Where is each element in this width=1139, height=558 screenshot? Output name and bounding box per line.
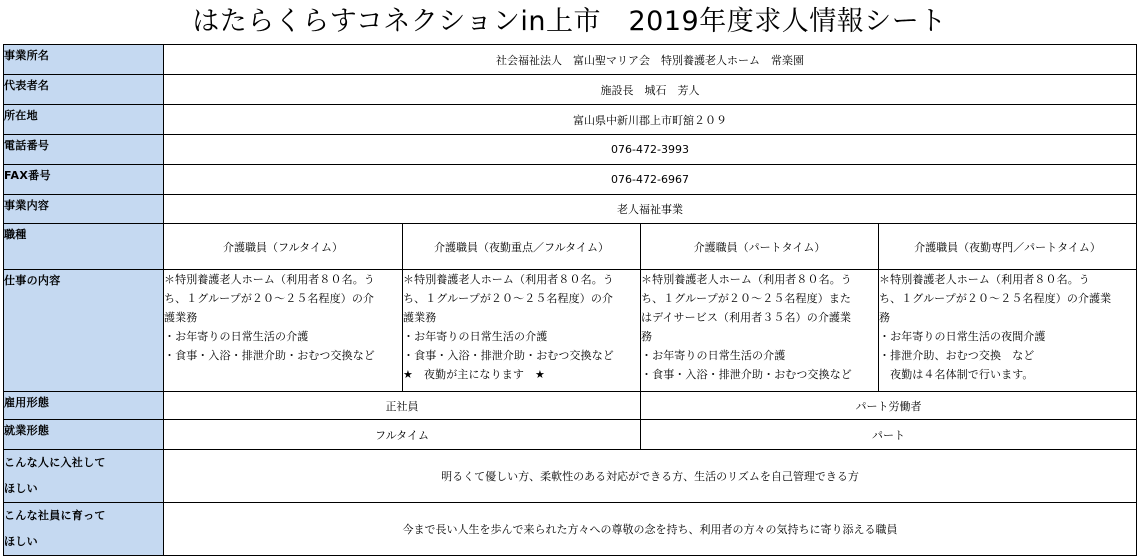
label-employment: 雇用形態 — [4, 392, 164, 420]
work-content-line: ち、１グループが２０～２５名程度）の介 — [164, 292, 375, 305]
label-work-style: 就業形態 — [4, 420, 164, 450]
label-fax: FAX番号 — [4, 165, 164, 195]
label-work-content: 仕事の内容 — [4, 270, 164, 392]
work-content-line: ・お年寄りの日常生活の介護 — [641, 349, 786, 362]
row-grow — [4, 503, 1137, 556]
page-title: はたらくらすコネクションin上市 2019年度求人情報シート — [192, 6, 947, 37]
work-content-line: ＊特別養護老人ホーム（利用者８０名。う — [641, 273, 852, 286]
job-type-2: 介護職員（夜勤重点／フルタイム） — [403, 224, 641, 270]
value-office: 社会福祉法人 富山聖マリア会 特別養護老人ホーム 常楽園 — [164, 45, 1137, 75]
value-want: 明るくて優しい方、柔軟性のある対応ができる方、生活のリズムを自己管理できる方 — [164, 450, 1137, 503]
work-content-line: はデイサービス（利用者３５名）の介護業 — [641, 311, 852, 324]
row-work-content — [4, 270, 1137, 392]
work-content-line: ・お年寄りの日常生活の夜間介護 — [879, 330, 1046, 343]
value-employment-parttime: パート労働者 — [641, 392, 1137, 420]
row-want — [4, 450, 1137, 503]
label-want-line2: ほしい — [4, 482, 38, 495]
work-content-line: ち、１グループが２０～２５名程度）また — [641, 292, 852, 305]
row-representative — [4, 75, 1137, 105]
work-content-line: 務 — [879, 311, 891, 324]
row-work-style — [4, 420, 1137, 450]
row-job-type — [4, 224, 1137, 270]
work-content-line: 務 — [641, 330, 653, 343]
label-grow-line1: こんな社員に育って — [4, 509, 106, 522]
label-want — [4, 450, 164, 503]
label-job-type: 職種 — [4, 224, 164, 270]
value-employment-fulltime: 正社員 — [164, 392, 641, 420]
work-content-line: 夜勤は４名体制で行います。 — [879, 368, 1034, 381]
value-fax: 076-472-6967 — [164, 165, 1137, 195]
job-info-table — [3, 44, 1137, 556]
row-fax — [4, 165, 1137, 195]
work-content-line: ★ 夜勤が主になります ★ — [403, 368, 546, 381]
work-content-line: ち、１グループが２０～２５名程度）の介護業 — [879, 292, 1112, 305]
label-business: 事業内容 — [4, 195, 164, 224]
work-content-1 — [164, 270, 403, 392]
work-content-3 — [641, 270, 879, 392]
row-phone — [4, 135, 1137, 165]
value-phone: 076-472-3993 — [164, 135, 1137, 165]
row-address — [4, 105, 1137, 135]
work-content-line: ち、１グループが２０～２５名程度）の介 — [403, 292, 614, 305]
work-content-line: ＊特別養護老人ホーム（利用者８０名。う — [164, 273, 375, 286]
value-address: 富山県中新川郡上市町舘２０９ — [164, 105, 1137, 135]
value-work-style-parttime: パート — [641, 420, 1137, 450]
work-content-line: ・お年寄りの日常生活の介護 — [403, 330, 548, 343]
value-work-style-fulltime: フルタイム — [164, 420, 641, 450]
label-representative: 代表者名 — [4, 75, 164, 105]
label-address: 所在地 — [4, 105, 164, 135]
label-grow-line2: ほしい — [4, 535, 38, 548]
work-content-line: 護業務 — [403, 311, 437, 324]
value-grow: 今まで長い人生を歩んで来られた方々への尊敬の念を持ち、利用者の方々の気持ちに寄り添える職員 — [164, 503, 1137, 556]
work-content-4 — [879, 270, 1137, 392]
work-content-line: ・お年寄りの日常生活の介護 — [164, 330, 309, 343]
value-business: 老人福祉事業 — [164, 195, 1137, 224]
work-content-line: ＊特別養護老人ホーム（利用者８０名。う — [403, 273, 614, 286]
job-type-4: 介護職員（夜勤専門／パートタイム） — [879, 224, 1137, 270]
work-content-line: ・食事・入浴・排泄介助・おむつ交換など — [164, 349, 375, 362]
row-employment — [4, 392, 1137, 420]
row-office — [4, 45, 1137, 75]
work-content-line: ・排泄介助、おむつ交換 など — [879, 349, 1035, 362]
label-grow — [4, 503, 164, 556]
label-want-line1: こんな人に入社して — [4, 456, 106, 469]
job-type-3: 介護職員（パートタイム） — [641, 224, 879, 270]
job-type-1: 介護職員（フルタイム） — [164, 224, 403, 270]
label-phone: 電話番号 — [4, 135, 164, 165]
work-content-line: ・食事・入浴・排泄介助・おむつ交換など — [403, 349, 614, 362]
work-content-2 — [403, 270, 641, 392]
work-content-line: 護業務 — [164, 311, 198, 324]
work-content-line: ・食事・入浴・排泄介助・おむつ交換など — [641, 368, 852, 381]
label-office: 事業所名 — [4, 45, 164, 75]
work-content-line: ＊特別養護老人ホーム（利用者８０名。う — [879, 273, 1090, 286]
value-representative: 施設長 城石 芳人 — [164, 75, 1137, 105]
row-business — [4, 195, 1137, 224]
